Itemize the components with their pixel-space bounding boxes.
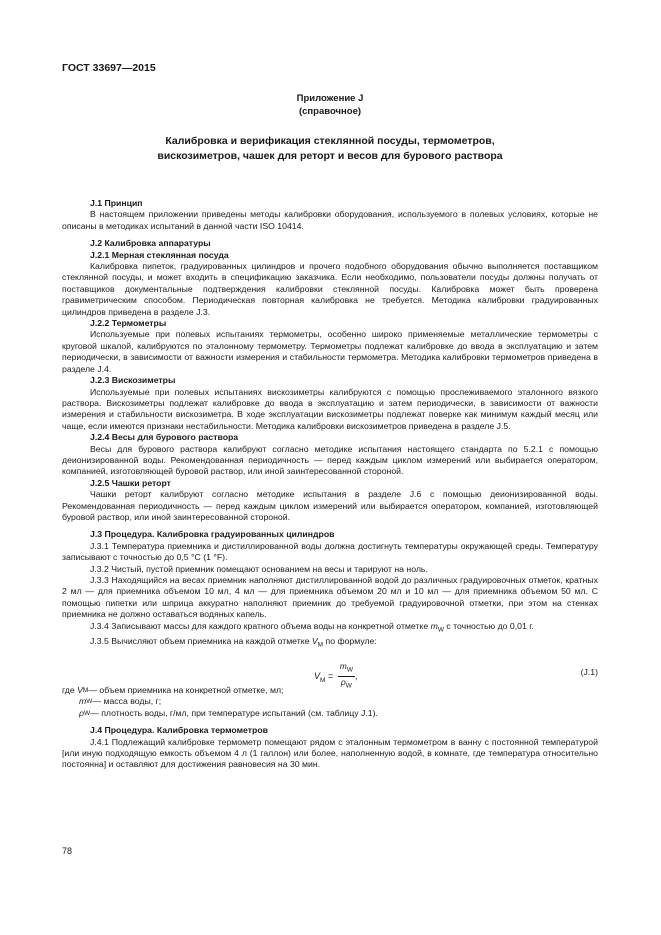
paragraph-j3-5-text: J.3.5 Вычисляют объем приемника на каждой отметке: [90, 635, 312, 646]
title-line-2: вискозиметров, чашек для реторт и весов для бурового раствора: [157, 150, 503, 162]
mass-symbol: m: [430, 620, 438, 631]
formula-equals: =: [327, 670, 334, 681]
formula-lhs: V: [314, 670, 321, 681]
paragraph-j3-5: [62, 636, 598, 651]
appendix-heading: [62, 92, 598, 118]
paragraph-j3-4-tail: с точностью до 0,01 г.: [443, 620, 534, 631]
page-number: 78: [62, 846, 73, 856]
standard-header: ГОСТ 33697—2015: [62, 62, 156, 74]
paragraph-j2-4: Весы для бурового раствора калибруют согласно методике испытания настоящего стандарта по 5.2.1 с помощью деионизированной воды. Рекомендованная периодичность — перед каждым циклом измерений или выбирается оператором, компанией, изготовляющей буровой раствор, или иной заинтересованной стороной.: [62, 443, 598, 477]
paragraph-j3-4: [62, 621, 598, 636]
subsection-heading-j2-2: J.2.2 Термометры: [90, 318, 167, 329]
legend-density-sub: W: [83, 709, 91, 717]
legend-row-density: [62, 708, 598, 719]
paragraph-j3-2: J.3.2 Чистый, пустой приемник помещают основанием на весы и тарируют на ноль.: [90, 563, 428, 574]
paragraph-j3-5-tail: по формуле:: [323, 635, 377, 646]
legend-mass-sym: m: [79, 696, 87, 707]
paragraph-j1: В настоящем приложении приведены методы калибровки оборудования, используемого в полевых условиях, которые не описаны в методиках испытаний в данной части ISO 10414.: [62, 209, 598, 231]
appendix-label: Приложение J: [296, 93, 364, 104]
volume-symbol: V: [311, 635, 318, 646]
paragraph-j3-4-text: J.3.4 Записывают массы для каждого кратного объема воды на конкретной отметке: [90, 620, 431, 631]
section-heading-j1: J.1 Принцип: [90, 198, 143, 208]
formula-den-sym: ρ: [340, 677, 346, 687]
formula-num-sym: m: [339, 660, 347, 671]
legend-density-sym: ρ: [79, 707, 84, 718]
formula-lhs-sub: M: [320, 676, 326, 684]
mass-subscript: W: [437, 626, 444, 634]
formula-denominator: [338, 677, 355, 692]
formula-fraction: [338, 661, 355, 692]
section-heading-j2: J.2 Калибровка аппаратуры: [90, 238, 211, 249]
formula-numerator: [338, 661, 355, 677]
section-heading-j3: J.3 Процедура. Калибровка градуированных цилиндров: [90, 529, 335, 540]
subsection-heading-j2-5: J.2.5 Чашки реторт: [90, 477, 171, 488]
formula-number: (J.1): [580, 666, 598, 677]
appendix-title: [62, 134, 598, 164]
legend-prefix: где: [62, 684, 75, 695]
legend-row-mass: [62, 696, 598, 707]
title-line-1: Калибровка и верификация стеклянной посуды, термометров,: [165, 135, 495, 147]
legend-volume-text: — объем приемника на конкретной отметке, мл;: [88, 684, 284, 695]
paragraph-j3-1: J.3.1 Температура приемника и дистиллированной воды должна достигнуть температуры окружающей среды. Температуру записывают с точностью до 0,5 °C (1 °F).: [62, 540, 598, 563]
section-heading-j4: J.4 Процедура. Калибровка термометров: [90, 725, 268, 736]
paragraph-j2-3: Используемые при полевых испытаниях вискозиметры калибруются с помощью прослеживаемого эталонного вязкого раствора. Вискозиметры подлежат калибровке до ввода в эксплуатацию и затем периодически, в зависимости от важности измерения и стабильности вискозиметра. В ходе эксплуатации вискозиметры подлежат поверке как минимум каждый месяц или чаще, если имеются признаки нестабильности. Методика калибровки вискозиметров приведена в разделе J.5.: [62, 386, 598, 431]
paragraph-j2-1: Калибровка пипеток, градуированных цилиндров и прочего подобного оборудования обычно выполняется поставщиком стеклянной посуды, и может входить в спецификацию заказчика. Если необходимо, пользователи посуды должны получать от поставщиков документальные подтверждения калибровки стеклянной посуды. Калибровка может быть проверена гравиметрическим способом. Периодическая повторная калибровка не требуется. Методика калибровки градуированных цилиндров приведена в разделе J.3.: [62, 261, 598, 317]
appendix-kind: (справочное): [298, 106, 362, 117]
paragraph-j3-3: J.3.3 Находящийся на весах приемник наполняют дистиллированной водой до различных градуировочных отметок, кратных 2 мл — для приемника объемом 10 мл, 4 мл — для приемника объемом 20 мл и 10 мл — для приемника объемом 50 мл. С помощью пипетки или шприца аккуратно наполняют приемник до требуемой градуировочной отметки, при этом на стенках приемника не должно оставаться водяных капель.: [62, 575, 598, 620]
formula-expression: [314, 661, 357, 692]
document-body: [62, 198, 598, 771]
paragraph-j2-5: Чашки реторт калибруют согласно методике испытания в разделе J.6 с помощью деионизированной воды. Рекомендованная периодичность — перед каждым циклом измерений или выбирается оператором, компанией, изготовляющей буровой раствор, или иной заинтересованной стороной.: [62, 489, 598, 522]
subsection-heading-j2-3: J.2.3 Вискозиметры: [90, 375, 176, 386]
volume-subscript: M: [317, 641, 324, 649]
legend-mass-sub: W: [86, 698, 93, 706]
subsection-heading-j2-4: J.2.4 Весы для бурового раствора: [90, 432, 239, 443]
formula-num-sub: W: [346, 666, 353, 674]
formula-den-sub: W: [345, 682, 352, 690]
legend-volume-sym: V: [77, 684, 83, 695]
legend-volume-sub: M: [82, 686, 89, 694]
legend-density-text: — плотность воды, г/мл, при температуре испытаний (см. таблицу J.1).: [90, 707, 378, 718]
subsection-heading-j2-1: J.2.1 Мерная стеклянная посуда: [90, 249, 229, 260]
paragraph-j2-2: Используемые при полевых испытаниях термометры, особенно широко применяемые металлические термометры с круговой шкалой, калибруются по эталонному термометру. Термометры подлежат калибровке до ввода в эксплуатацию и затем периодически, в зависимости от важности измерения и стабильности термометра. Методика калибровки термометров приведена в разделе J.4.: [62, 329, 598, 374]
formula-comma: ,: [354, 670, 358, 681]
legend-mass-text: — масса воды, г;: [92, 696, 162, 707]
paragraph-j4-1: J.4.1 Подлежащий калибровке термометр помещают рядом с эталонным термометром в ванну с постоянной температурой [или иную подходящую емкость объемом 4 л (1 галлон) или более, наполненную водой, в комнате, где температура относительно постоянна] и оставляют для достижения равновесия на 30 мин.: [62, 736, 598, 770]
